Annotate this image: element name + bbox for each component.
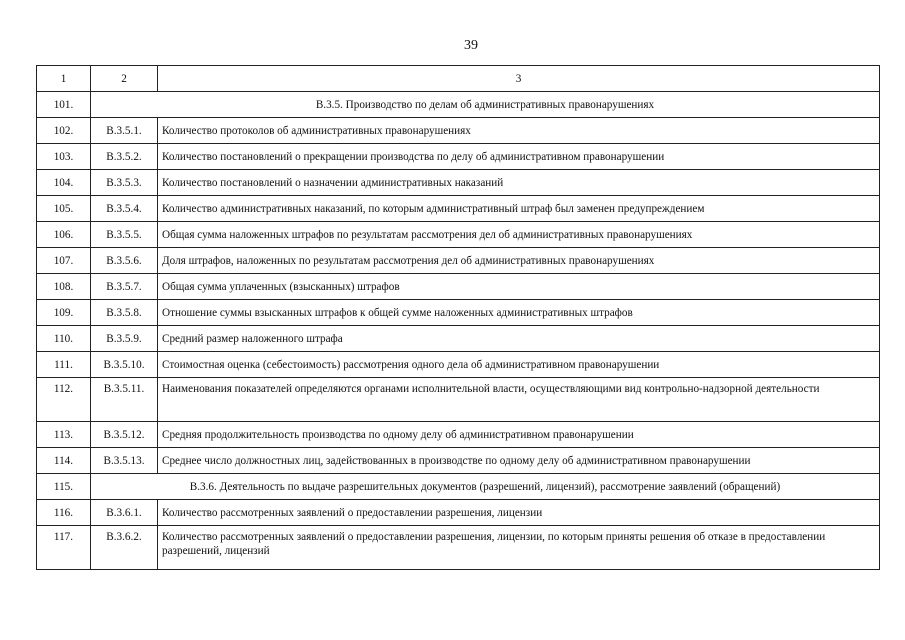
column-header-2: 2: [91, 66, 158, 92]
section-title: В.3.6. Деятельность по выдаче разрешительных документов (разрешений, лицензий), рассмотрение заявлений (обращений): [91, 474, 880, 500]
indicator-code: В.3.5.10.: [91, 352, 158, 378]
indicator-code: В.3.6.1.: [91, 500, 158, 526]
indicator-code: В.3.5.3.: [91, 170, 158, 196]
indicator-name: Средний размер наложенного штрафа: [158, 326, 880, 352]
row-number: 113.: [37, 422, 91, 448]
row-number: 103.: [37, 144, 91, 170]
indicator-code: В.3.6.2.: [91, 526, 158, 570]
table-row: [37, 274, 880, 300]
indicator-name: Количество административных наказаний, по которым административный штраф был заменен предупреждением: [158, 196, 880, 222]
row-number: 107.: [37, 248, 91, 274]
row-number: 108.: [37, 274, 91, 300]
row-number: 111.: [37, 352, 91, 378]
row-number: 104.: [37, 170, 91, 196]
section-row: [37, 92, 880, 118]
indicator-name: Стоимостная оценка (себестоимость) рассмотрения одного дела об административном правонарушении: [158, 352, 880, 378]
indicator-code: В.3.5.4.: [91, 196, 158, 222]
row-number: 114.: [37, 448, 91, 474]
indicator-name: Отношение суммы взысканных штрафов к общей сумме наложенных административных штрафов: [158, 300, 880, 326]
indicator-code: В.3.5.9.: [91, 326, 158, 352]
row-number: 105.: [37, 196, 91, 222]
indicator-code: В.3.5.12.: [91, 422, 158, 448]
row-number: 115.: [37, 474, 91, 500]
indicator-code: В.3.5.6.: [91, 248, 158, 274]
indicator-code: В.3.5.8.: [91, 300, 158, 326]
indicator-name: Количество рассмотренных заявлений о предоставлении разрешения, лицензии: [158, 500, 880, 526]
table-row: [37, 352, 880, 378]
row-number: 109.: [37, 300, 91, 326]
indicator-name: Количество рассмотренных заявлений о предоставлении разрешения, лицензии, по которым приняты решения об отказе в предоставлении разрешений, лицензий: [158, 526, 880, 570]
indicator-code: В.3.5.5.: [91, 222, 158, 248]
row-number: 117.: [37, 526, 91, 570]
row-number: 106.: [37, 222, 91, 248]
indicator-name: Средняя продолжительность производства по одному делу об административном правонарушении: [158, 422, 880, 448]
table-row: [37, 378, 880, 422]
indicator-name: Среднее число должностных лиц, задействованных в производстве по одному делу об административном правонарушении: [158, 448, 880, 474]
indicator-code: В.3.5.2.: [91, 144, 158, 170]
indicator-name: Общая сумма уплаченных (взысканных) штрафов: [158, 274, 880, 300]
indicator-name: Наименования показателей определяются органами исполнительной власти, осуществляющими вид контрольно-надзорной деятельности: [158, 378, 880, 422]
table-row: [37, 118, 880, 144]
indicators-table: [36, 65, 880, 570]
row-number: 101.: [37, 92, 91, 118]
table-row: [37, 526, 880, 570]
table-row: [37, 248, 880, 274]
table-header-row: [37, 66, 880, 92]
indicator-code: В.3.5.13.: [91, 448, 158, 474]
indicator-name: Количество постановлений о назначении административных наказаний: [158, 170, 880, 196]
page-number: 39: [464, 38, 478, 53]
row-number: 110.: [37, 326, 91, 352]
indicator-code: В.3.5.11.: [91, 378, 158, 422]
indicator-code: В.3.5.7.: [91, 274, 158, 300]
table-row: [37, 222, 880, 248]
indicator-name: Общая сумма наложенных штрафов по результатам рассмотрения дел об административных правонарушениях: [158, 222, 880, 248]
indicator-name: Количество постановлений о прекращении производства по делу об административном правонарушении: [158, 144, 880, 170]
row-number: 116.: [37, 500, 91, 526]
table-row: [37, 144, 880, 170]
table-row: [37, 448, 880, 474]
table-row: [37, 170, 880, 196]
table-row: [37, 500, 880, 526]
indicator-code: В.3.5.1.: [91, 118, 158, 144]
row-number: 102.: [37, 118, 91, 144]
indicator-name: Доля штрафов, наложенных по результатам рассмотрения дел об административных правонарушениях: [158, 248, 880, 274]
column-header-3: 3: [158, 66, 880, 92]
column-header-1: 1: [37, 66, 91, 92]
section-row: [37, 474, 880, 500]
indicator-name: Количество протоколов об административных правонарушениях: [158, 118, 880, 144]
table-row: [37, 196, 880, 222]
table-row: [37, 326, 880, 352]
table-row: [37, 300, 880, 326]
row-number: 112.: [37, 378, 91, 422]
table-row: [37, 422, 880, 448]
section-title: В.3.5. Производство по делам об административных правонарушениях: [91, 92, 880, 118]
